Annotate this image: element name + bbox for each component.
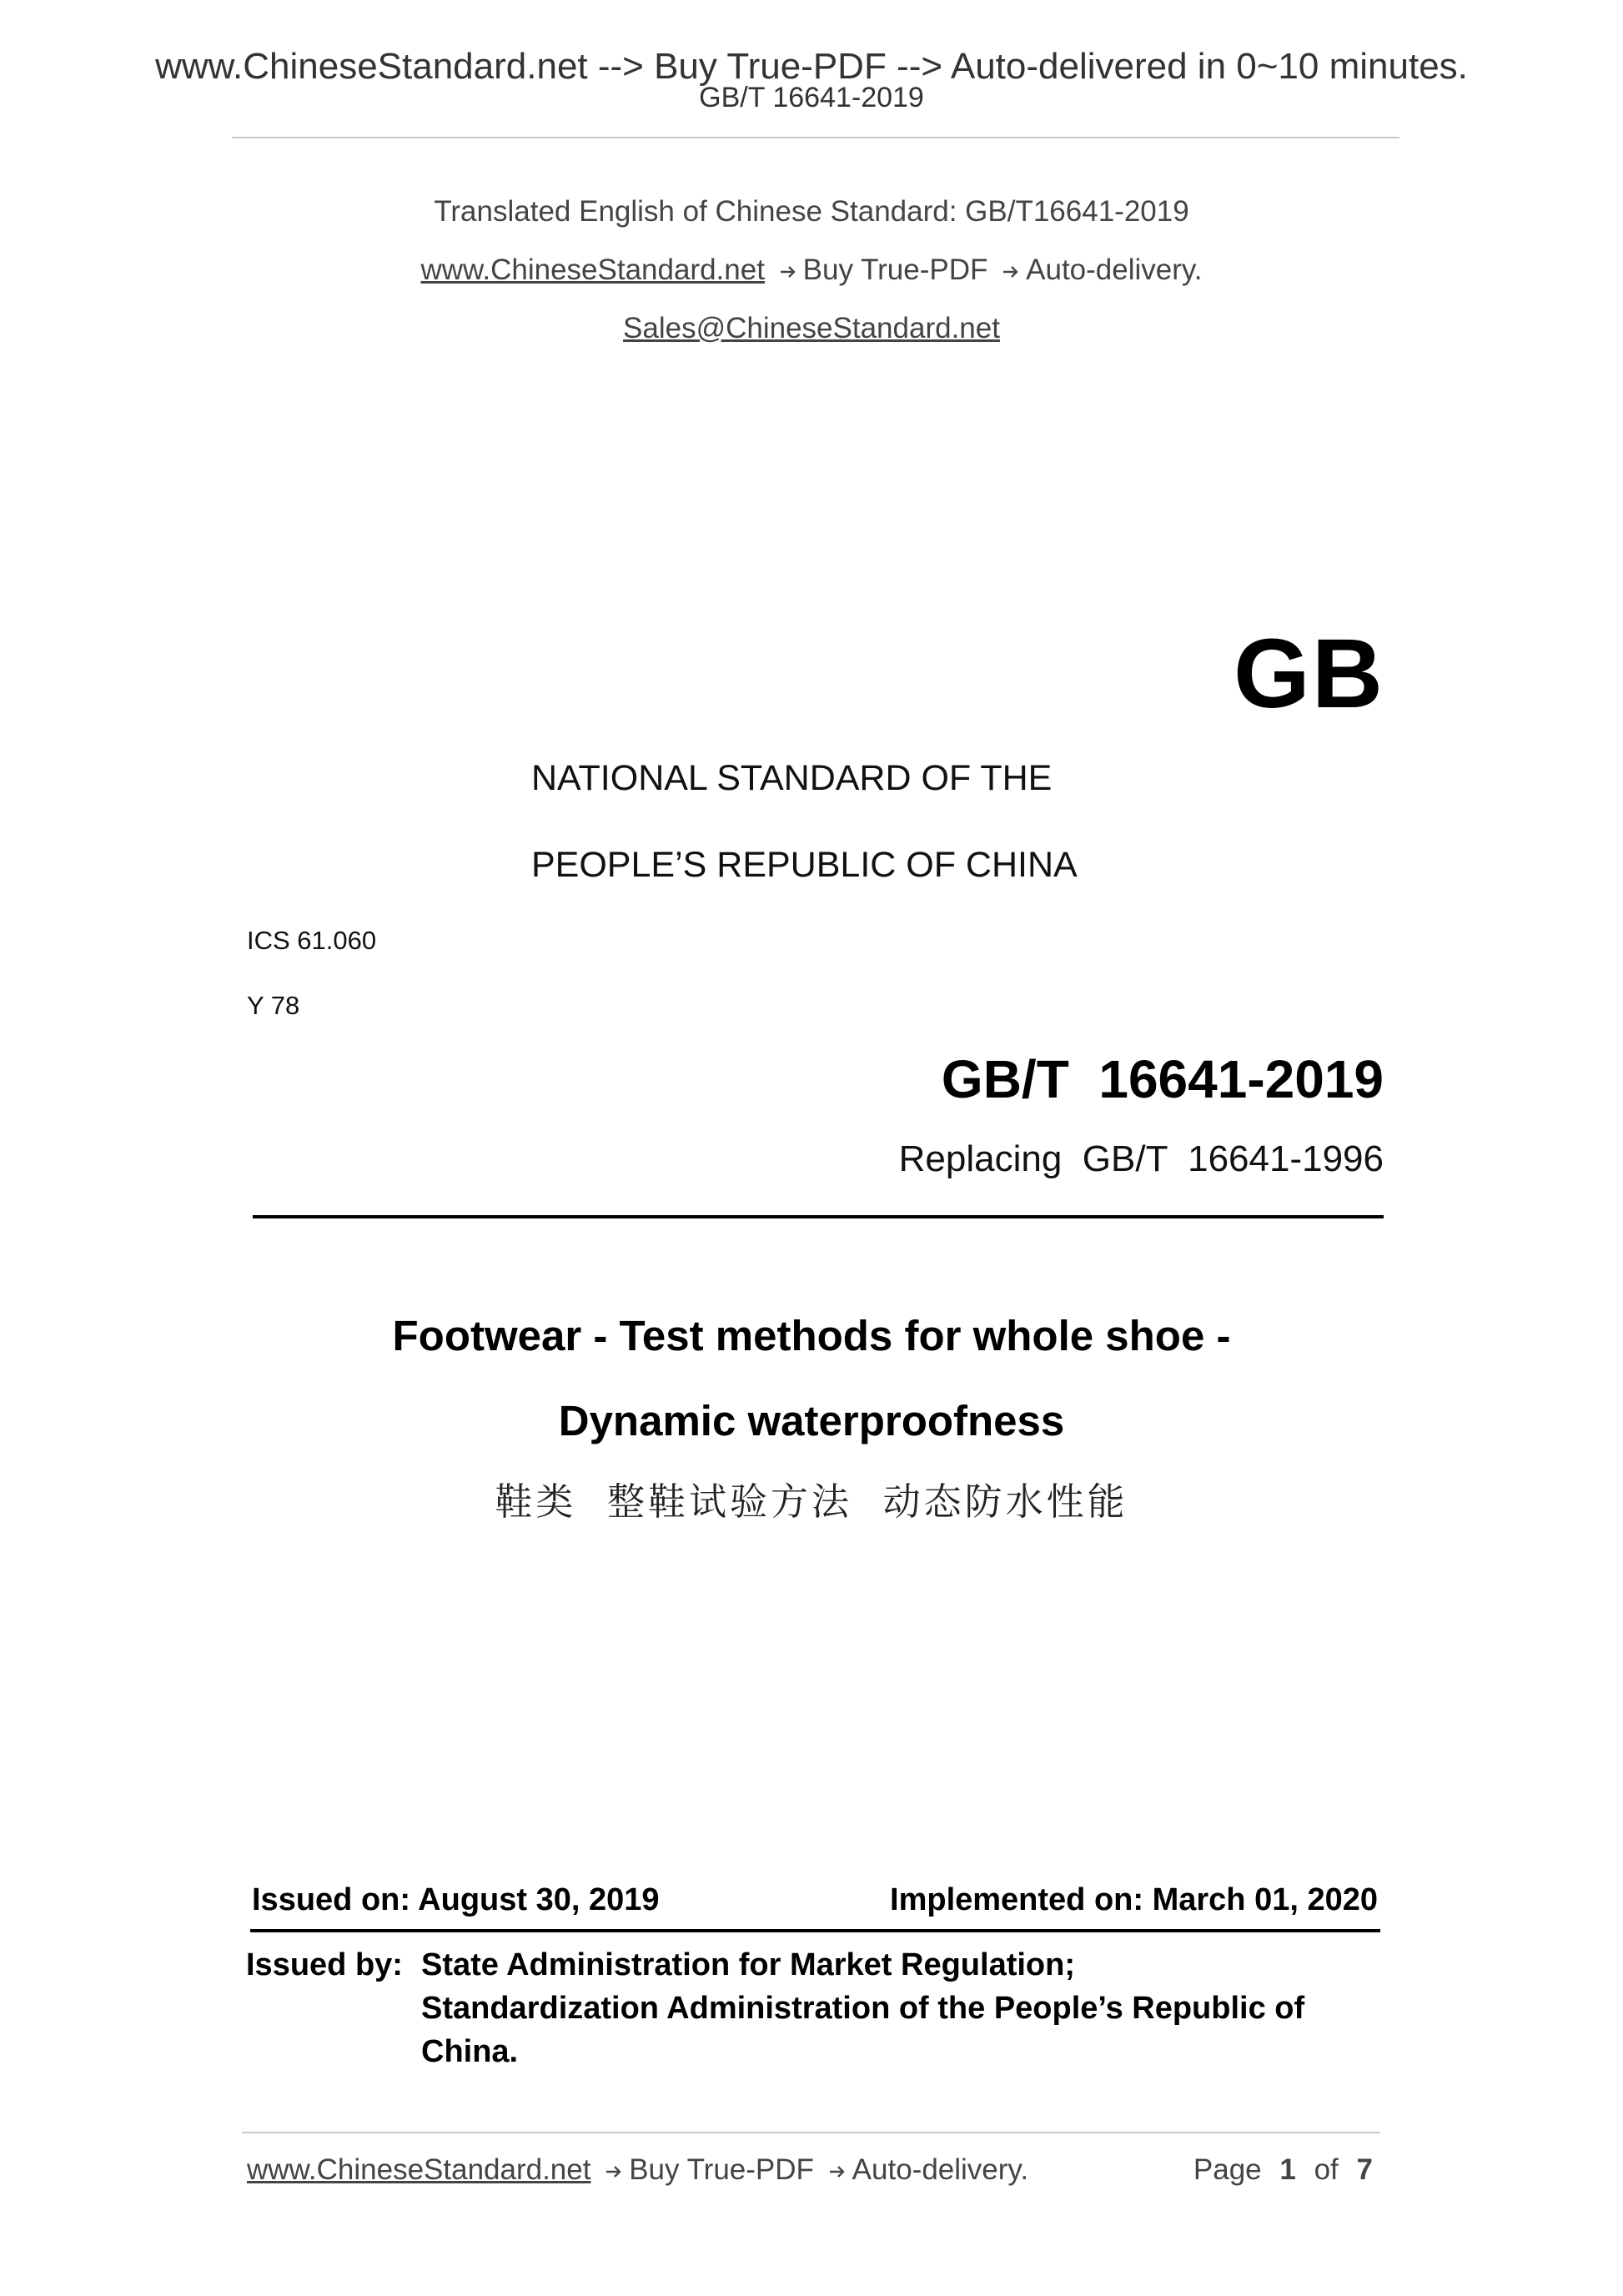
- page-total: 7: [1356, 2153, 1373, 2186]
- buy-true-pdf-text: Buy True-PDF: [802, 254, 988, 286]
- email-link[interactable]: Sales@ChineseStandard.net: [623, 312, 1000, 344]
- standard-number: GB/T 16641-2019: [941, 1049, 1384, 1109]
- issuer-line3: China.: [421, 2034, 519, 2069]
- document-title-line1: Footwear - Test methods for whole shoe -: [392, 1312, 1231, 1359]
- email-line: [0, 310, 1623, 347]
- header-divider: [232, 137, 1399, 138]
- footer-purchase-line: [247, 2152, 1028, 2188]
- footer-site-link[interactable]: www.ChineseStandard.net: [247, 2153, 591, 2186]
- issuer-line2: Standardization Administration of the People’s Republic of: [421, 1991, 1305, 2026]
- arrow-right-icon: [827, 2162, 847, 2182]
- arrow-right-icon: [778, 262, 798, 282]
- footer-auto-text: Auto-delivery.: [852, 2153, 1029, 2186]
- implemented-date: Implemented on: March 01, 2020: [890, 1882, 1378, 1917]
- arrow-right-icon: [604, 2162, 624, 2182]
- running-header-doc-number: GB/T 16641-2019: [699, 82, 924, 113]
- issued-date: Issued on: August 30, 2019: [252, 1882, 660, 1917]
- purchase-line: [0, 252, 1623, 289]
- page-of: of: [1314, 2153, 1339, 2186]
- ics-code: ICS 61.060: [247, 926, 377, 955]
- footer-buy-text: Buy True-PDF: [629, 2153, 814, 2186]
- chinese-title: 鞋类 整鞋试验方法 动态防水性能: [495, 1480, 1128, 1524]
- dates-divider: [250, 1929, 1380, 1932]
- replacing-standard: Replacing GB/T 16641-1996: [898, 1138, 1384, 1179]
- translation-line: Translated English of Chinese Standard: GB/T16641-2019: [434, 195, 1189, 228]
- footer-divider: [242, 2132, 1380, 2133]
- page-indicator: [1193, 2152, 1373, 2188]
- issued-by-label: Issued by:: [246, 1947, 403, 1982]
- document-title-line2: Dynamic waterproofness: [558, 1397, 1065, 1444]
- page-label: Page: [1193, 2153, 1262, 2186]
- site-link[interactable]: www.ChineseStandard.net: [420, 254, 765, 286]
- page-number: 1: [1279, 2153, 1296, 2186]
- gb-logo: GB: [1234, 619, 1384, 729]
- auto-delivery-text: Auto-delivery.: [1026, 254, 1203, 286]
- issued-by-block: [246, 1943, 1304, 2073]
- issuer-line1: State Administration for Market Regulation;: [421, 1947, 1075, 1982]
- arrow-right-icon: [1001, 262, 1021, 282]
- class-code: Y 78: [247, 991, 300, 1020]
- national-standard-line2: PEOPLE’S REPUBLIC OF CHINA: [531, 845, 1078, 885]
- top-banner: www.ChineseStandard.net --> Buy True-PDF --> Auto-delivered in 0~10 minutes.: [155, 46, 1468, 87]
- national-standard-line1: NATIONAL STANDARD OF THE: [531, 758, 1053, 798]
- title-divider: [253, 1215, 1384, 1218]
